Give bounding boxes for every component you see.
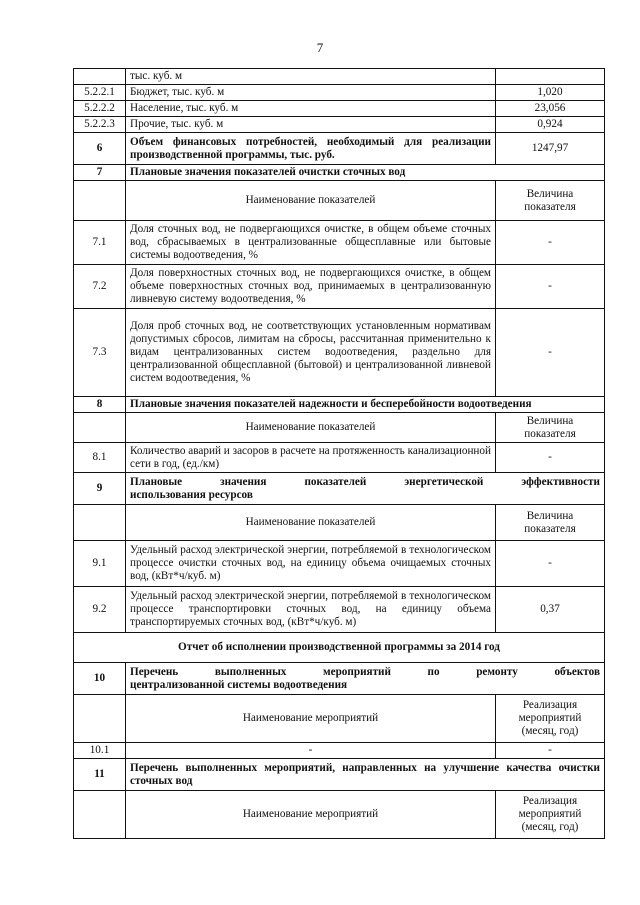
section-number-cell: 7: [74, 165, 126, 181]
row-number-cell: 7.1: [74, 221, 126, 265]
row-value-cell: 1247,97: [496, 133, 605, 165]
table-row: [74, 117, 605, 133]
table-row: [74, 443, 605, 473]
row-value-cell: -: [496, 221, 605, 265]
row-value-cell: 1,020: [496, 85, 605, 101]
section-title-line: использования ресурсов: [130, 488, 253, 501]
row-number-cell: 10.1: [74, 743, 126, 759]
section-number-cell: 6: [74, 133, 126, 165]
row-number-cell: [74, 69, 126, 85]
header-name-cell: Наименование показателей: [126, 413, 496, 443]
table-row: [74, 309, 605, 397]
section-number-cell: 9: [74, 473, 126, 505]
section-number-cell: 8: [74, 397, 126, 413]
header-name-cell: Наименование показателей: [126, 181, 496, 221]
section-number-cell: 11: [74, 759, 126, 791]
row-value-cell: -: [496, 309, 605, 397]
table-row: [74, 101, 605, 117]
row-value-cell: -: [496, 541, 605, 587]
section-title-cell: [126, 473, 605, 505]
section-title-cell: [126, 663, 605, 695]
row-number-cell: 8.1: [74, 443, 126, 473]
row-value-cell: -: [496, 265, 605, 309]
header-value-cell: Величина показателя: [496, 413, 605, 443]
row-name-cell: -: [126, 743, 496, 759]
table-row: [74, 265, 605, 309]
program-table: [73, 68, 605, 839]
header-row: [74, 181, 605, 221]
page-number: 7: [316, 40, 324, 55]
row-name-cell: Количество аварий и засоров в расчете на протяженность канализационной сети в год, (ед./км): [126, 443, 496, 473]
section-row: [74, 397, 605, 413]
section-title-line: Перечень выполненных мероприятий по ремонту объектов: [130, 665, 600, 678]
row-number-cell: [74, 695, 126, 743]
row-number-cell: 7.2: [74, 265, 126, 309]
section-row: [74, 165, 605, 181]
section-title-cell: Перечень выполненных мероприятий, направленных на улучшение качества очистки сточных вод: [126, 759, 605, 791]
row-value-cell: -: [496, 743, 605, 759]
header-value-cell: Реализация мероприятий (месяц, год): [496, 791, 605, 839]
section-title-line: Плановые значения показателей энергетической эффективности: [130, 475, 600, 488]
header-value-cell: Величина показателя: [496, 505, 605, 541]
table-row: [74, 133, 605, 165]
row-number-cell: 5.2.2.3: [74, 117, 126, 133]
table-row: [74, 85, 605, 101]
section-title-cell: Плановые значения показателей надежности и бесперебойности водоотведения: [126, 397, 605, 413]
row-number-cell: 5.2.2.2: [74, 101, 126, 117]
table-row: [74, 541, 605, 587]
row-value-cell: 0,924: [496, 117, 605, 133]
header-value-cell: Величина показателя: [496, 181, 605, 221]
row-value-cell: -: [496, 443, 605, 473]
section-title-line: централизованной системы водоотведения: [130, 678, 348, 691]
row-name-cell: Удельный расход электрической энергии, потребляемой в технологическом процессе очистки сточных вод, на единицу объема очищаемых сточных вод, (кВт*ч/куб. м): [126, 541, 496, 587]
row-number-cell: 5.2.2.1: [74, 85, 126, 101]
header-row: [74, 791, 605, 839]
row-number-cell: [74, 505, 126, 541]
row-name-cell: Бюджет, тыс. куб. м: [126, 85, 496, 101]
section-title-cell: Плановые значения показателей очистки сточных вод: [126, 165, 605, 181]
row-name-cell: тыс. куб. м: [126, 69, 496, 85]
section-row: [74, 663, 605, 695]
table-row: [74, 743, 605, 759]
row-name-cell: Население, тыс. куб. м: [126, 101, 496, 117]
row-name-cell: Доля сточных вод, не подвергающихся очистке, в общем объеме сточных вод, сбрасываемых в централизованные общесплавные или бытовые системы водоотведения, %: [126, 221, 496, 265]
row-value-cell: 0,37: [496, 587, 605, 633]
row-name-cell: Доля поверхностных сточных вод, не подвергающихся очистке, в общем объеме поверхностных сточных вод, принимаемых в централизованную ливневую систему водоотведения, %: [126, 265, 496, 309]
header-name-cell: Наименование мероприятий: [126, 791, 496, 839]
header-value-cell: Реализация мероприятий (месяц, год): [496, 695, 605, 743]
row-name-cell: Прочие, тыс. куб. м: [126, 117, 496, 133]
row-number-cell: [74, 413, 126, 443]
row-value-cell: 23,056: [496, 101, 605, 117]
row-number-cell: 9.1: [74, 541, 126, 587]
row-number-cell: [74, 791, 126, 839]
row-name-cell: Доля проб сточных вод, не соответствующих установленным нормативам допустимых сбросов, лимитам на сбросы, рассчитанная применительно к видам централизованных систем водоотведения, раздельно для централизованной общесплавной (бытовой) и централизованной ливневой систем водоотведения, %: [126, 309, 496, 397]
row-name-cell: Удельный расход электрической энергии, потребляемой в технологическом процессе транспортировки сточных вод, на единицу объема транспортируемых сточных вод, (кВт*ч/куб. м): [126, 587, 496, 633]
table-row: [74, 587, 605, 633]
report-title: Отчет об исполнении производственной программы за 2014 год: [74, 633, 605, 663]
row-number-cell: [74, 181, 126, 221]
header-row: [74, 413, 605, 443]
section-row: [74, 759, 605, 791]
section-number-cell: 10: [74, 663, 126, 695]
section-row: [74, 473, 605, 505]
report-title-row: [74, 633, 605, 663]
row-number-cell: 7.3: [74, 309, 126, 397]
table-row: [74, 69, 605, 85]
row-number-cell: 9.2: [74, 587, 126, 633]
section-title-cell: Объем финансовых потребностей, необходимый для реализации производственной программы, тыс. руб.: [126, 133, 496, 165]
header-row: [74, 695, 605, 743]
header-row: [74, 505, 605, 541]
table-row: [74, 221, 605, 265]
header-name-cell: Наименование мероприятий: [126, 695, 496, 743]
header-name-cell: Наименование показателей: [126, 505, 496, 541]
row-value-cell: [496, 69, 605, 85]
